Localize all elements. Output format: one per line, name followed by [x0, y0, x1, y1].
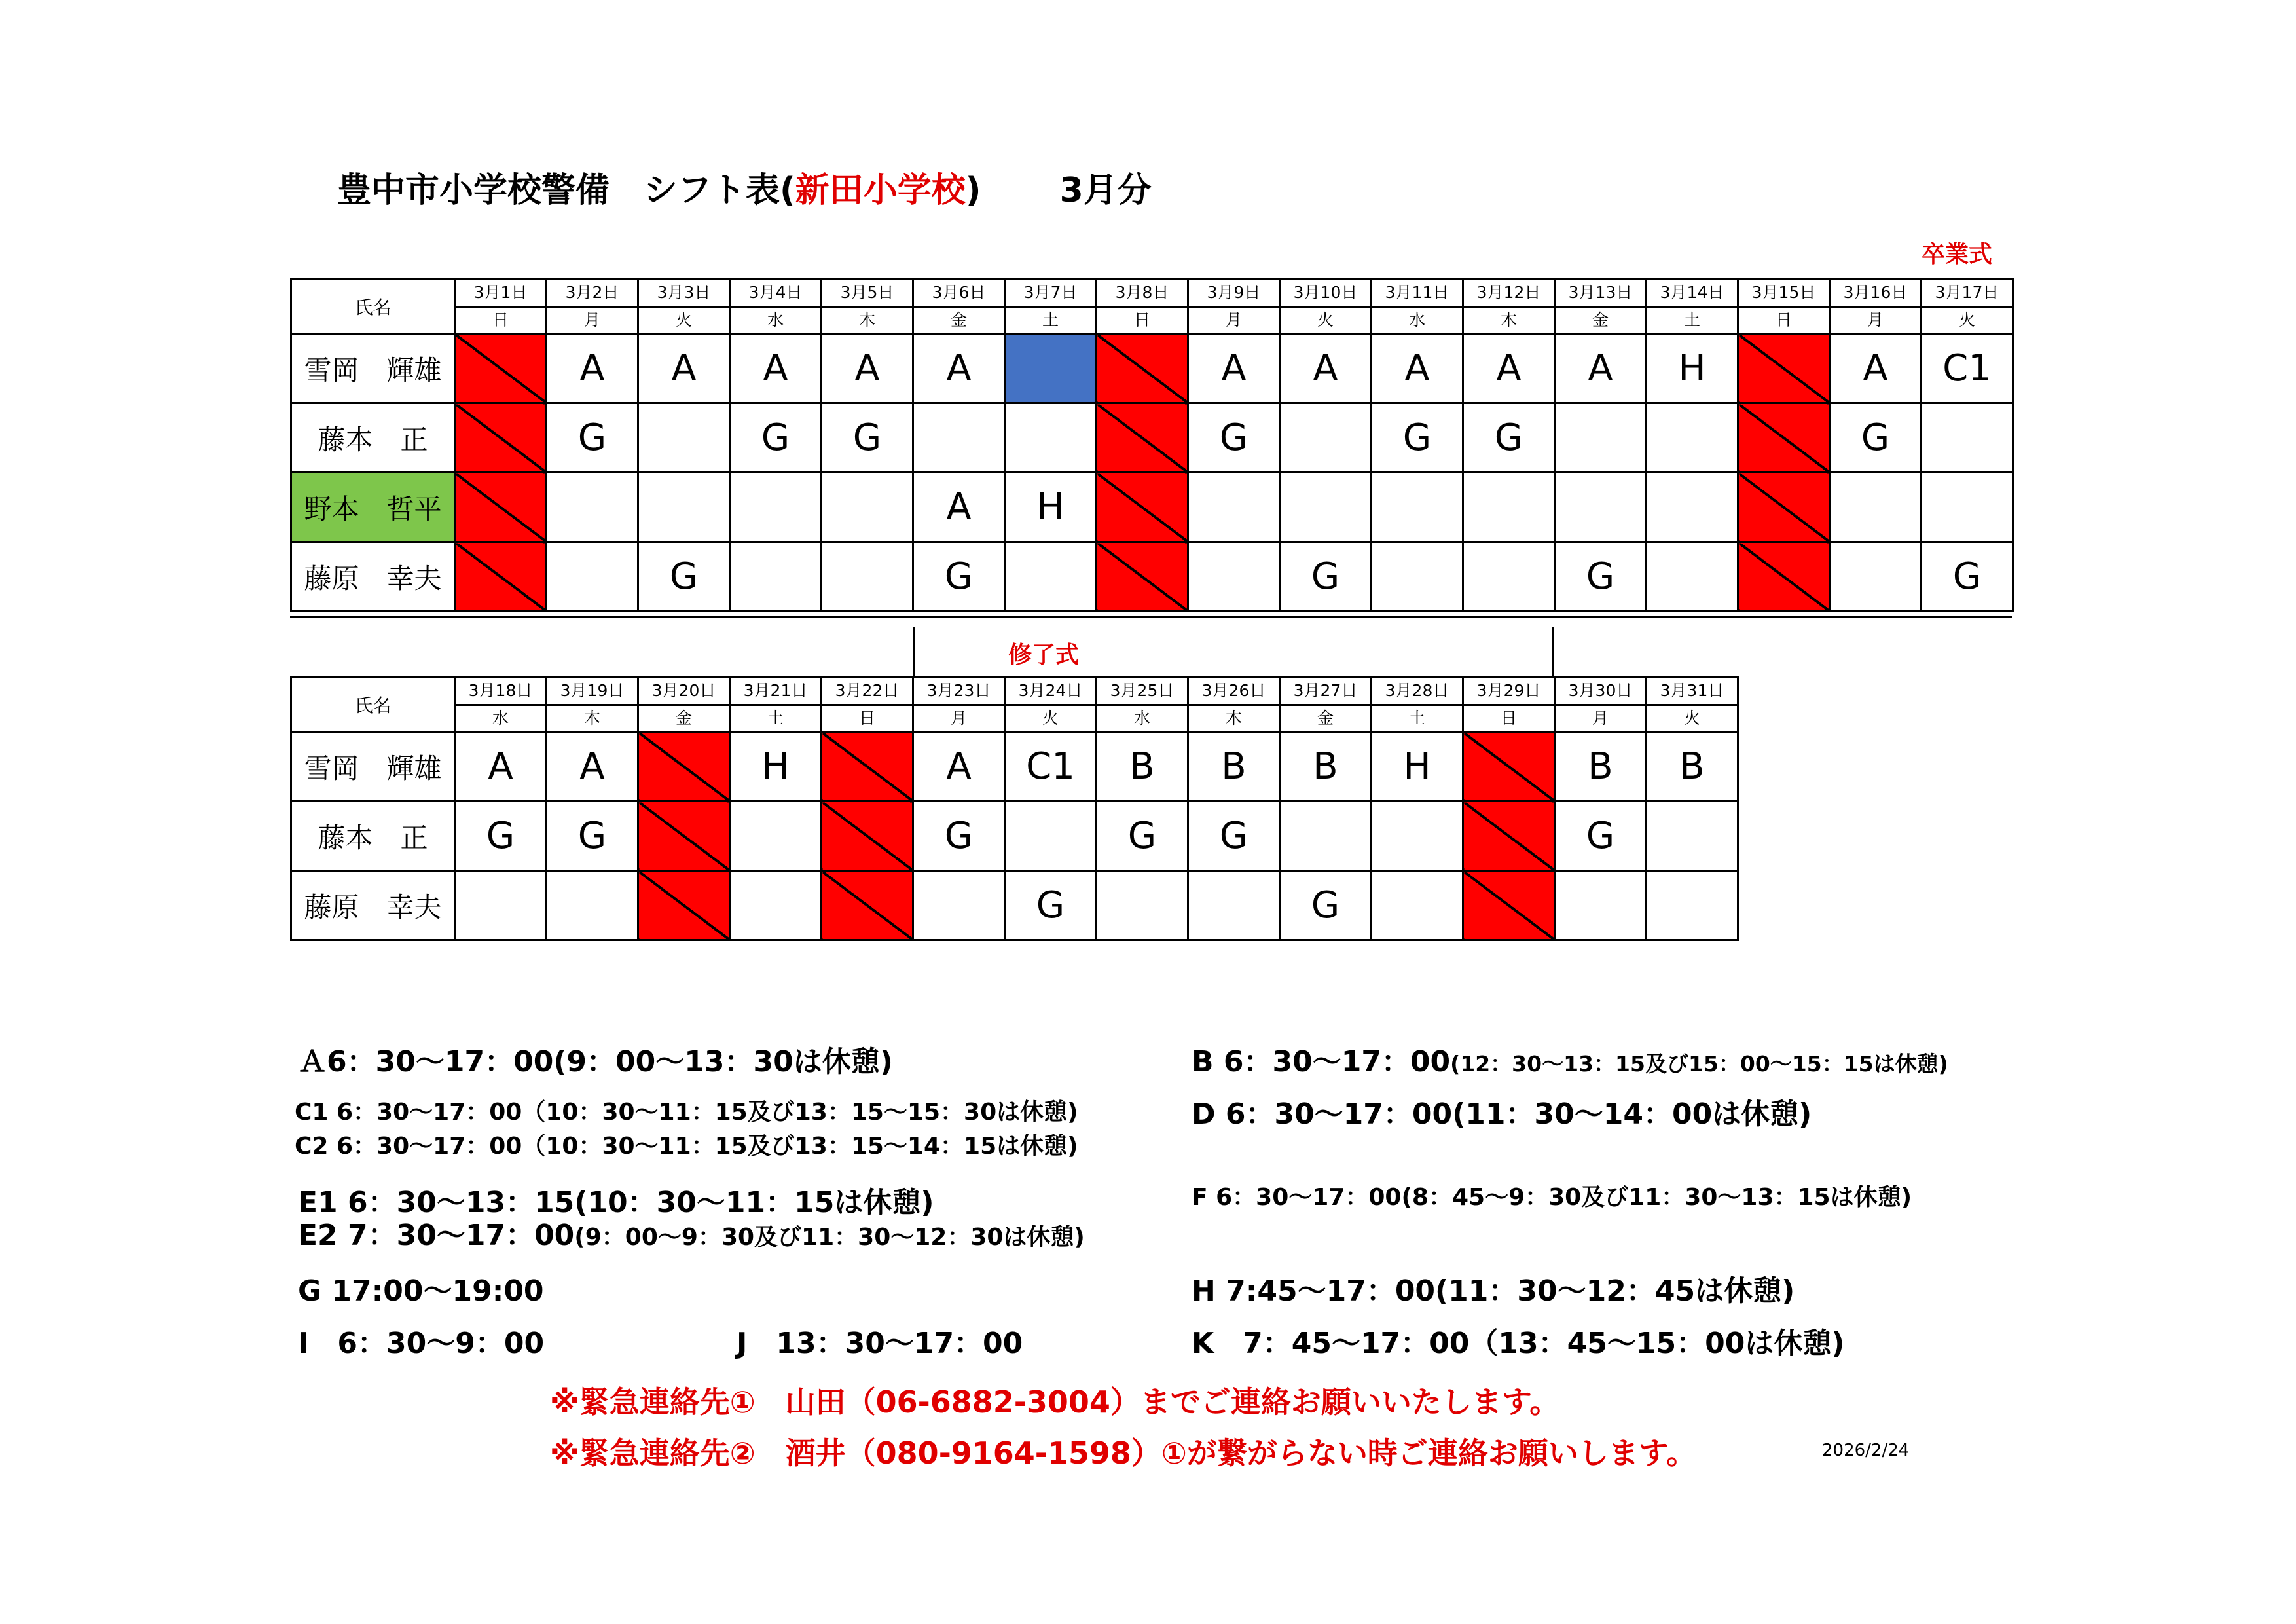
weekday-header: 金 — [638, 705, 730, 732]
staff-row — [291, 802, 1738, 871]
shift-cell: C1 — [1005, 732, 1097, 802]
shift-cell: A — [547, 334, 638, 403]
holiday-cell — [1097, 403, 1188, 473]
shift-cell: G — [1188, 802, 1280, 871]
shift-cell — [1830, 542, 1922, 612]
shift-cell — [1647, 542, 1738, 612]
shift-cell — [1097, 871, 1188, 940]
weekday-header: 金 — [913, 307, 1005, 334]
holiday-cell — [1738, 334, 1830, 403]
weekday-header: 水 — [1372, 307, 1463, 334]
title-main: 豊中市小学校警備 シフト表( — [337, 171, 795, 210]
shift-cell: G — [1372, 403, 1463, 473]
weekday-header: 月 — [1555, 705, 1647, 732]
weekday-header: 土 — [1372, 705, 1463, 732]
legend-d: D 6：30～17：00(11：30～14：00は休憩) — [1192, 1098, 1812, 1131]
shift-cell — [1005, 403, 1097, 473]
shift-cell: G — [1555, 542, 1647, 612]
shift-cell: A — [547, 732, 638, 802]
shift-cell: G — [913, 542, 1005, 612]
holiday-cell — [638, 871, 730, 940]
date-header: 3月8日 — [1097, 279, 1188, 307]
staff-name: 雪岡 輝雄 — [291, 334, 455, 403]
shift-cell — [455, 871, 547, 940]
shift-cell — [1005, 802, 1097, 871]
shift-cell: A — [1188, 334, 1280, 403]
shift-cell: G — [455, 802, 547, 871]
date-header: 3月23日 — [913, 677, 1005, 705]
date-header: 3月12日 — [1463, 279, 1555, 307]
shift-cell: A — [1280, 334, 1372, 403]
shift-cell: B — [1280, 732, 1372, 802]
date-header: 3月20日 — [638, 677, 730, 705]
holiday-cell — [455, 473, 547, 542]
shift-cell — [1005, 542, 1097, 612]
shift-cell: A — [1372, 334, 1463, 403]
event-completion: 修了式 — [1008, 642, 1080, 669]
event-bracket-left — [913, 627, 915, 677]
date-header: 3月14日 — [1647, 279, 1738, 307]
legend-i: I 6：30～9：00 — [298, 1327, 545, 1360]
date-header: 3月17日 — [1922, 279, 2013, 307]
holiday-cell — [1738, 403, 1830, 473]
date-header: 3月30日 — [1555, 677, 1647, 705]
weekday-header: 火 — [1280, 307, 1372, 334]
shift-cell — [1647, 871, 1738, 940]
date-header: 3月19日 — [547, 677, 638, 705]
holiday-cell — [455, 542, 547, 612]
shift-cell: A — [455, 732, 547, 802]
shift-cell — [1555, 473, 1647, 542]
shift-cell: G — [730, 403, 822, 473]
legend-k: K 7：45～17：00（13：45～15：00は休憩) — [1192, 1327, 1845, 1360]
shift-cell: G — [1005, 871, 1097, 940]
weekday-header: 木 — [1188, 705, 1280, 732]
weekday-header: 土 — [730, 705, 822, 732]
shift-cell: G — [547, 403, 638, 473]
shift-cell: G — [1188, 403, 1280, 473]
date-header: 3月31日 — [1647, 677, 1738, 705]
weekday-header: 木 — [822, 307, 913, 334]
legend-e2: E2 7：30～17：00(9：00～9：30及び11：30～12：30は休憩) — [298, 1219, 1085, 1252]
shift-cell: H — [730, 732, 822, 802]
weekday-header: 月 — [547, 307, 638, 334]
shift-cell — [547, 542, 638, 612]
shift-cell: C1 — [1922, 334, 2013, 403]
shift-cell — [1555, 403, 1647, 473]
staff-row — [291, 334, 2013, 403]
holiday-cell — [455, 334, 547, 403]
title-close: ) — [965, 171, 981, 210]
holiday-cell — [822, 802, 913, 871]
legend-a: Ａ6：30～17：00(9：00～13：30は休憩) — [298, 1045, 893, 1079]
shift-cell — [1463, 473, 1555, 542]
shift-cell: A — [913, 473, 1005, 542]
date-header: 3月28日 — [1372, 677, 1463, 705]
weekday-header: 火 — [1647, 705, 1738, 732]
shift-cell: B — [1647, 732, 1738, 802]
date-header: 3月10日 — [1280, 279, 1372, 307]
shift-cell: G — [1280, 871, 1372, 940]
weekday-header: 日 — [1738, 307, 1830, 334]
weekday-header: 土 — [1005, 307, 1097, 334]
weekday-header: 金 — [1555, 307, 1647, 334]
legend-c1: C1 6：30～17：00（10：30～11：15及び13：15～15：30は休憩) — [295, 1099, 1078, 1126]
table1-bottom-rule — [290, 616, 2012, 618]
staff-name: 藤原 幸夫 — [291, 871, 455, 940]
legend-g: G 17:00～19:00 — [298, 1274, 544, 1308]
holiday-cell — [1097, 334, 1188, 403]
legend-f: F 6：30～17：00(8：45～9：30及び11：30～13：15は休憩) — [1192, 1184, 1912, 1211]
weekday-header: 火 — [1005, 705, 1097, 732]
date-header: 3月3日 — [638, 279, 730, 307]
weekday-header: 火 — [1922, 307, 2013, 334]
holiday-cell — [1097, 542, 1188, 612]
staff-row — [291, 403, 2013, 473]
shift-cell — [1647, 473, 1738, 542]
shift-table-second-half — [290, 676, 1739, 941]
shift-cell: B — [1188, 732, 1280, 802]
holiday-cell — [822, 732, 913, 802]
title-school: 新田小学校 — [795, 171, 966, 210]
shift-cell: A — [913, 732, 1005, 802]
date-header: 3月7日 — [1005, 279, 1097, 307]
date-header: 3月24日 — [1005, 677, 1097, 705]
date-header: 3月2日 — [547, 279, 638, 307]
page-title — [337, 162, 1152, 212]
date-header: 3月5日 — [822, 279, 913, 307]
legend-b: B 6：30～17：00(12：30～13：15及び15：00～15：15は休憩) — [1192, 1045, 1948, 1079]
date-header: 3月1日 — [455, 279, 547, 307]
shift-cell — [822, 542, 913, 612]
staff-name: 雪岡 輝雄 — [291, 732, 455, 802]
staff-name: 藤原 幸夫 — [291, 542, 455, 612]
shift-cell: A — [730, 334, 822, 403]
holiday-cell — [1738, 473, 1830, 542]
date-header: 3月11日 — [1372, 279, 1463, 307]
legend-h: H 7:45～17：00(11：30～12：45は休憩) — [1192, 1274, 1795, 1308]
holiday-cell — [1097, 473, 1188, 542]
shift-cell: H — [1647, 334, 1738, 403]
weekday-header: 水 — [730, 307, 822, 334]
shift-cell — [1555, 871, 1647, 940]
shift-cell: A — [638, 334, 730, 403]
shift-table-first-half — [290, 278, 2014, 612]
date-header: 3月21日 — [730, 677, 822, 705]
staff-row — [291, 542, 2013, 612]
shift-cell — [1647, 403, 1738, 473]
shift-cell — [547, 473, 638, 542]
shift-cell: H — [1372, 732, 1463, 802]
shift-cell: G — [1280, 542, 1372, 612]
holiday-cell — [638, 802, 730, 871]
weekday-header: 日 — [1097, 307, 1188, 334]
holiday-cell — [638, 732, 730, 802]
weekday-header: 月 — [1830, 307, 1922, 334]
staff-name: 藤本 正 — [291, 802, 455, 871]
weekday-header: 火 — [638, 307, 730, 334]
shift-cell — [730, 542, 822, 612]
shift-cell — [1188, 542, 1280, 612]
shift-cell: A — [913, 334, 1005, 403]
holiday-cell — [822, 871, 913, 940]
shift-cell — [1188, 871, 1280, 940]
shift-cell: H — [1005, 473, 1097, 542]
shift-cell — [1372, 473, 1463, 542]
shift-cell — [730, 871, 822, 940]
shift-cell: G — [822, 403, 913, 473]
weekday-header: 木 — [1463, 307, 1555, 334]
issued-date: 2026/2/24 — [1822, 1441, 1910, 1460]
holiday-cell — [1463, 802, 1555, 871]
date-header: 3月27日 — [1280, 677, 1372, 705]
weekday-header: 水 — [455, 705, 547, 732]
shift-cell — [638, 473, 730, 542]
weekday-header: 日 — [1463, 705, 1555, 732]
legend-c2: C2 6：30～17：00（10：30～11：15及び13：15～14：15は休憩) — [295, 1133, 1078, 1160]
shift-cell: G — [913, 802, 1005, 871]
shift-cell: B — [1097, 732, 1188, 802]
weekday-header: 金 — [1280, 705, 1372, 732]
name-column-header: 氏名 — [291, 279, 455, 334]
shift-cell — [1372, 871, 1463, 940]
weekday-header: 日 — [822, 705, 913, 732]
staff-row — [291, 732, 1738, 802]
shift-cell — [1280, 802, 1372, 871]
shift-cell: G — [547, 802, 638, 871]
shift-cell — [638, 403, 730, 473]
shift-cell — [1647, 802, 1738, 871]
shift-cell — [1922, 403, 2013, 473]
date-header: 3月15日 — [1738, 279, 1830, 307]
shift-cell — [1280, 473, 1372, 542]
shift-cell — [913, 871, 1005, 940]
holiday-cell — [455, 403, 547, 473]
date-header: 3月16日 — [1830, 279, 1922, 307]
holiday-cell — [1463, 732, 1555, 802]
staff-row — [291, 871, 1738, 940]
shift-cell — [1188, 473, 1280, 542]
weekday-header: 日 — [455, 307, 547, 334]
title-month: 3月分 — [1059, 171, 1152, 210]
date-header: 3月4日 — [730, 279, 822, 307]
emergency-contact-2: ※緊急連絡先② 酒井（080-9164-1598）①が繋がらない時ご連絡お願いします。 — [550, 1435, 1697, 1471]
shift-cell — [913, 403, 1005, 473]
shift-cell: G — [1463, 403, 1555, 473]
shift-cell: G — [1097, 802, 1188, 871]
date-header: 3月9日 — [1188, 279, 1280, 307]
shift-cell — [547, 871, 638, 940]
weekday-header: 木 — [547, 705, 638, 732]
date-header: 3月6日 — [913, 279, 1005, 307]
event-bracket-right — [1552, 627, 1554, 677]
shift-cell — [822, 473, 913, 542]
shift-cell: A — [1830, 334, 1922, 403]
date-header: 3月13日 — [1555, 279, 1647, 307]
shift-cell — [730, 802, 822, 871]
shift-cell: A — [822, 334, 913, 403]
shift-cell — [1280, 403, 1372, 473]
shift-cell: G — [1555, 802, 1647, 871]
shift-cell — [1922, 473, 2013, 542]
date-header: 3月26日 — [1188, 677, 1280, 705]
shift-cell — [1005, 334, 1097, 403]
weekday-header: 月 — [913, 705, 1005, 732]
staff-row — [291, 473, 2013, 542]
holiday-cell — [1738, 542, 1830, 612]
holiday-cell — [1463, 871, 1555, 940]
emergency-contact-1: ※緊急連絡先① 山田（06-6882-3004）までご連絡お願いいたします。 — [550, 1384, 1560, 1420]
shift-cell: G — [638, 542, 730, 612]
weekday-header: 土 — [1647, 307, 1738, 334]
staff-name: 野本 哲平 — [291, 473, 455, 542]
shift-cell — [1372, 542, 1463, 612]
shift-cell — [1830, 473, 1922, 542]
shift-cell: B — [1555, 732, 1647, 802]
date-header: 3月29日 — [1463, 677, 1555, 705]
shift-cell: A — [1555, 334, 1647, 403]
shift-cell: G — [1830, 403, 1922, 473]
name-column-header: 氏名 — [291, 677, 455, 732]
legend-j: J 13：30～17：00 — [737, 1327, 1023, 1360]
shift-cell — [1372, 802, 1463, 871]
staff-name: 藤本 正 — [291, 403, 455, 473]
date-header: 3月18日 — [455, 677, 547, 705]
date-header: 3月22日 — [822, 677, 913, 705]
shift-cell — [1463, 542, 1555, 612]
weekday-header: 水 — [1097, 705, 1188, 732]
legend-e1: E1 6：30～13：15(10：30～11：15は休憩) — [298, 1186, 934, 1219]
weekday-header: 月 — [1188, 307, 1280, 334]
event-graduation: 卒業式 — [1922, 241, 1993, 268]
date-header: 3月25日 — [1097, 677, 1188, 705]
shift-cell — [730, 473, 822, 542]
shift-cell: A — [1463, 334, 1555, 403]
shift-cell: G — [1922, 542, 2013, 612]
